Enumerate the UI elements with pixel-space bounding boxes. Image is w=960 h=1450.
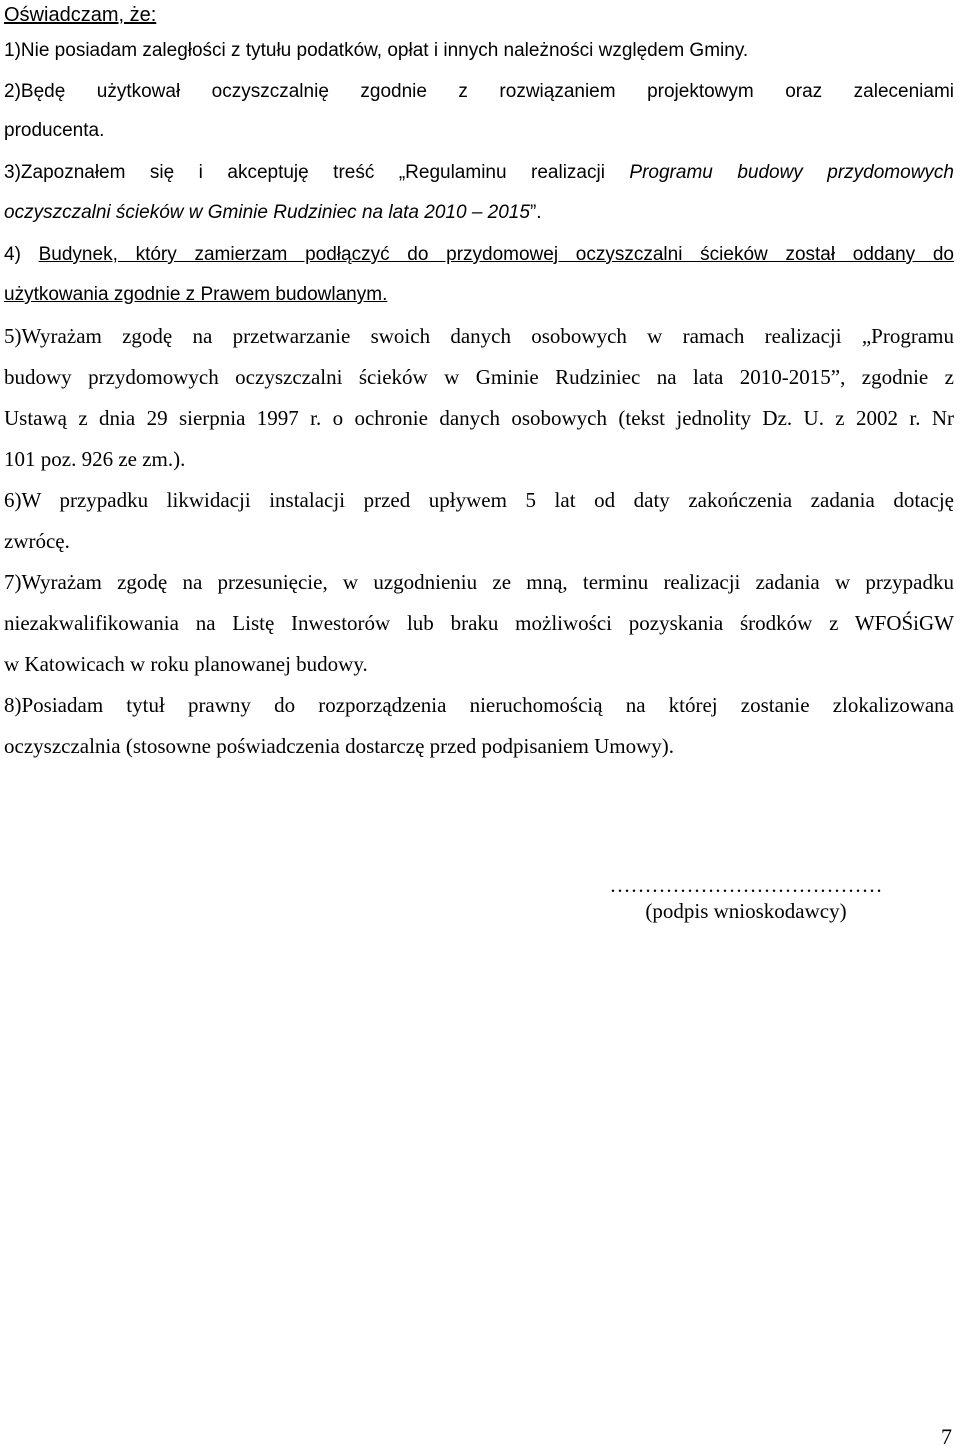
- signature-dots: …………………………………: [609, 873, 883, 897]
- item-5-line-2: budowy przydomowych oczyszczalni ścieków w Gminie Rudziniec na lata 2010-2015”, zgodnie z: [4, 365, 954, 389]
- item-6-line-1: 6)W przypadku likwidacji instalacji przed upływem 5 lat od daty zakończenia zadania dotację: [4, 488, 954, 512]
- item-5-line-4: 101 poz. 926 ze zm.).: [4, 447, 186, 471]
- signature-label: (podpis wnioskodawcy): [645, 899, 847, 923]
- item-3-line-1: [4, 160, 954, 186]
- item-2-line-2: producenta.: [4, 120, 105, 141]
- item-7-line-1: 7)Wyrażam zgodę na przesunięcie, w uzgodnieniu ze mną, terminu realizacji zadania w przypadku: [4, 570, 954, 594]
- item-6-line-2: zwrócę.: [4, 529, 70, 553]
- item-7-line-2: niezakwalifikowania na Listę Inwestorów lub braku możliwości pozyskania środków z WFOŚiGW: [4, 611, 954, 635]
- declaration-heading: Oświadczam, że:: [4, 4, 157, 26]
- item-5-line-3: Ustawą z dnia 29 sierpnia 1997 r. o ochronie danych osobowych (tekst jednolity Dz. U. z 2002 r. Nr: [4, 406, 954, 430]
- item-4-underlined-text: Budynek, który zamierzam podłączyć do przydomowej oczyszczalni ścieków został oddany do: [38, 244, 954, 265]
- item-4-line-2: użytkowania zgodnie z Prawem budowlanym.: [4, 284, 388, 305]
- program-title-part-1: Programu budowy przydomowych: [629, 162, 954, 183]
- program-title-part-2: oczyszczalni ścieków w Gminie Rudziniec na lata 2010 – 2015: [4, 202, 530, 223]
- item-2-line-1: 2)Będę użytkował oczyszczalnię zgodnie z rozwiązaniem projektowym oraz zaleceniami: [4, 81, 954, 102]
- item-1: 1)Nie posiadam zaległości z tytułu podatków, opłat i innych należności względem Gminy.: [4, 40, 749, 61]
- item-3-line-2: [4, 200, 954, 226]
- item-4-number: 4): [4, 244, 39, 265]
- item-4-line-1: [4, 242, 954, 268]
- item-8-line-2: oczyszczalnia (stosowne poświadczenia dostarczę przed podpisaniem Umowy).: [4, 734, 675, 758]
- item-3-text: 3)Zapoznałem się i akceptuję treść „Regulaminu realizacji: [4, 162, 630, 183]
- item-7-line-3: w Katowicach w roku planowanej budowy.: [4, 652, 368, 676]
- item-8-line-1: 8)Posiadam tytuł prawny do rozporządzenia nieruchomością na której zostanie zlokalizowana: [4, 693, 954, 717]
- item-5-line-1: 5)Wyrażam zgodę na przetwarzanie swoich danych osobowych w ramach realizacji „Programu: [4, 324, 954, 348]
- closing-quote: ”.: [529, 202, 542, 223]
- page-number: 7: [941, 1424, 952, 1449]
